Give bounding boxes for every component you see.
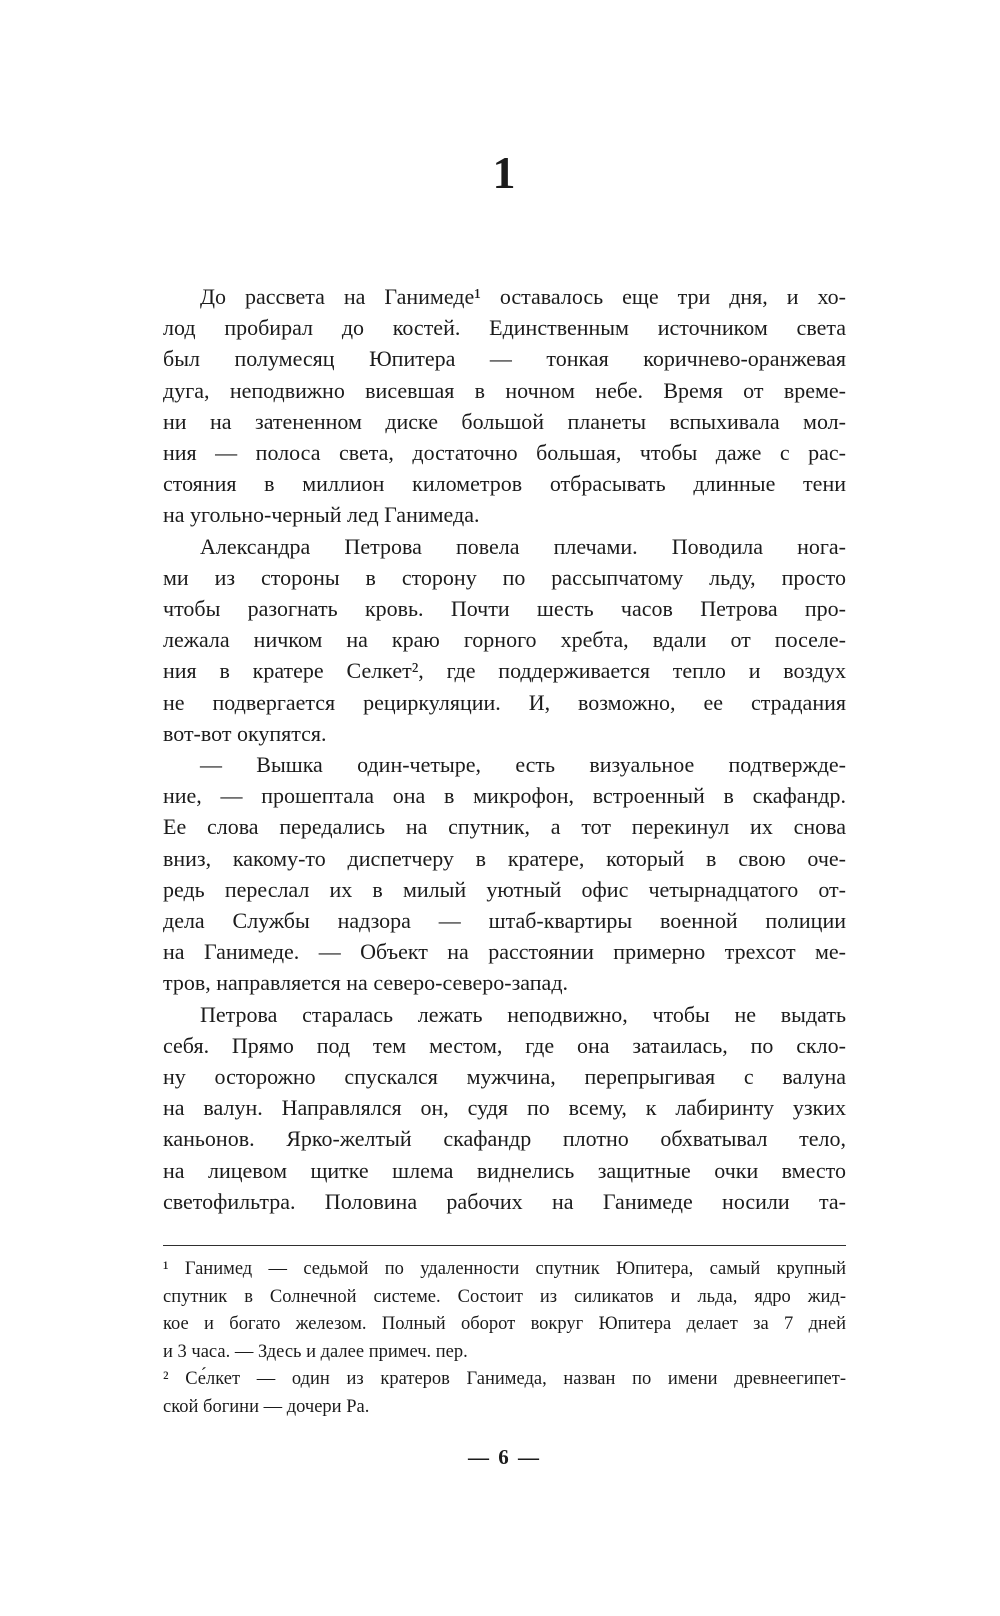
footnote-paragraph (163, 1366, 846, 1421)
text-line: на угольно-черный лед Ганимеда. (163, 502, 480, 528)
footnote-divider (163, 1245, 846, 1246)
text-line: ну осторожно спускался мужчина, перепрыгивая с валуна (163, 1064, 846, 1090)
text-line: лежала ничком на краю горного хребта, вдали от поселе- (163, 627, 846, 653)
book-page (163, 147, 846, 1470)
text-line: вот-вот окупятся. (163, 720, 327, 746)
text-line: ² Се́лкет — один из кратеров Ганимеда, назван по имени древнеегипет- (163, 1369, 846, 1390)
text-line: До рассвета на Ганимеде¹ оставалось еще три дня, и хо- (200, 284, 846, 309)
text-line: чтобы разогнать кровь. Почти шесть часов Петрова про- (163, 596, 846, 622)
text-line: дуга, неподвижно висевшая в ночном небе. Время от време- (163, 377, 846, 403)
body-paragraph (163, 749, 846, 999)
text-line: — Вышка один-четыре, есть визуальное подтвержде- (200, 752, 846, 778)
text-line: не подвергается рециркуляции. И, возможно, ее страдания (163, 689, 846, 715)
text-line: каньонов. Ярко-желтый скафандр плотно обхватывал тело, (163, 1126, 846, 1152)
text-line: Петрова старалась лежать неподвижно, чтобы не выдать (200, 1001, 846, 1027)
text-line: ми из стороны в сторону по рассыпчатому льду, просто (163, 564, 846, 590)
text-line: стояния в миллион километров отбрасывать длинные тени (163, 471, 846, 497)
body-paragraph (163, 531, 846, 749)
text-line: Александра Петрова повела плечами. Поводила нога- (200, 533, 846, 559)
text-line: дела Службы надзора — штаб-квартиры военной полиции (163, 908, 846, 934)
footnotes (163, 1256, 846, 1421)
body-text (163, 281, 846, 1217)
text-line: себя. Прямо под тем местом, где она затаилась, по скло- (163, 1032, 846, 1058)
text-line: ¹ Ганимед — седьмой по удаленности спутник Юпитера, самый крупный (163, 1259, 846, 1280)
text-line: кое и богато железом. Полный оборот вокруг Юпитера делает за 7 дней (163, 1314, 846, 1335)
text-line: Ее слова передались на спутник, а тот перекинул их снова (163, 814, 846, 840)
text-line: ни на затененном диске большой планеты вспыхивала мол- (163, 408, 846, 434)
text-line: ние, — прошептала она в микрофон, встроенный в скафандр. (163, 783, 846, 809)
text-line: был полумесяц Юпитера — тонкая коричнево-оранжевая (163, 346, 846, 372)
text-line: ния — полоса света, достаточно большая, чтобы даже с рас- (163, 440, 846, 466)
text-line: на Ганимеде. — Объект на расстоянии примерно трехсот ме- (163, 939, 846, 965)
chapter-number: 1 (492, 147, 517, 198)
text-line: редь переслал их в милый уютный офис четырнадцатого от- (163, 876, 846, 902)
text-line: светофильтра. Половина рабочих на Ганимеде носили та- (163, 1188, 846, 1214)
text-line: ской богини — дочери Ра. (163, 1396, 370, 1417)
text-line: на лицевом щитке шлема виднелись защитные очки вместо (163, 1157, 846, 1183)
text-line: вниз, какому-то диспетчеру в кратере, который в свою оче- (163, 845, 846, 871)
body-paragraph (163, 999, 846, 1217)
page-number: — 6 — (468, 1445, 541, 1470)
text-line: и 3 часа. — Здесь и далее примеч. пер. (163, 1341, 468, 1362)
text-line: спутник в Солнечной системе. Состоит из силикатов и льда, ядро жид- (163, 1286, 846, 1307)
text-line: на валун. Направлялся он, судя по всему, к лабиринту узких (163, 1095, 846, 1121)
text-line: лод пробирал до костей. Единственным источником света (163, 315, 846, 341)
footnote-paragraph (163, 1256, 846, 1366)
text-line: ния в кратере Селкет², где поддерживается тепло и воздух (163, 658, 846, 684)
body-paragraph (163, 281, 846, 531)
text-line: тров, направляется на северо-северо-запад. (163, 970, 569, 996)
